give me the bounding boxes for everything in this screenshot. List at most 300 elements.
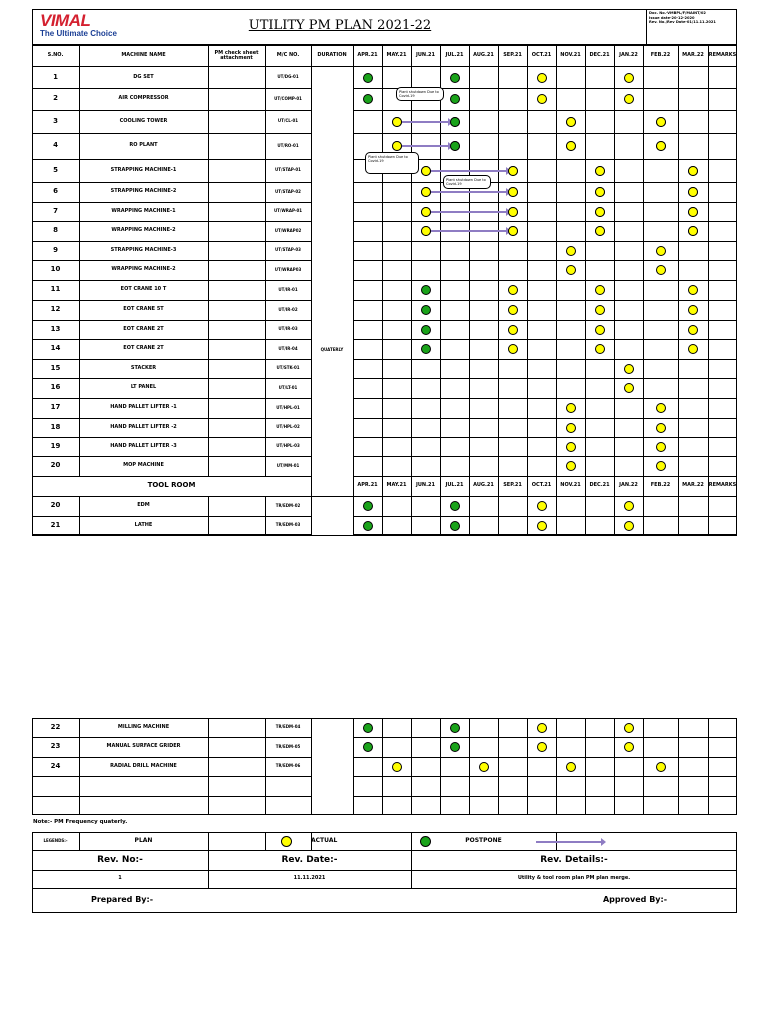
column-month: NOV.21 xyxy=(560,482,581,489)
grid-line xyxy=(498,45,499,67)
issue-date: Issue date-20-12-2020 xyxy=(649,15,695,20)
tool-room-heading: TOOL ROOM xyxy=(147,481,196,490)
actual-marker xyxy=(450,742,460,752)
grid-line xyxy=(556,45,557,67)
plan-marker xyxy=(688,187,698,197)
grid-line xyxy=(527,67,528,476)
row-machine-name: EOT CRANE 10 T xyxy=(120,286,167,293)
row-sno: 20 xyxy=(50,501,61,510)
grid-line xyxy=(585,45,586,67)
grid-line xyxy=(382,718,383,815)
row-sno: 15 xyxy=(50,363,61,372)
grid-line xyxy=(79,67,80,476)
row-mc-no: UT/LT-01 xyxy=(278,384,298,390)
row-mc-no: TR/EDM-02 xyxy=(275,502,301,508)
column-machine: MACHINE NAME xyxy=(121,52,166,59)
grid-line xyxy=(440,67,441,476)
row-sno: 13 xyxy=(50,324,61,333)
plan-marker xyxy=(656,141,666,151)
shutdown-callout: Plant shutdown Due to Covid-19 xyxy=(365,152,419,174)
row-sno: 1 xyxy=(53,72,58,81)
grid-line xyxy=(382,67,383,476)
grid-line xyxy=(498,718,499,815)
grid-line xyxy=(614,45,615,67)
plan-marker xyxy=(624,501,634,511)
plan-marker xyxy=(595,344,605,354)
column-month: MAY.21 xyxy=(386,482,407,489)
plan-marker xyxy=(624,383,634,393)
column-month: FEB.22 xyxy=(650,52,671,59)
grid-line xyxy=(708,67,709,476)
doc-number: Doc. No.-VMBPL/F/MAINT/02 xyxy=(649,11,706,15)
row-machine-name: HAND PALLET LIFTER -3 xyxy=(110,442,177,449)
grid-line xyxy=(208,67,209,476)
grid-line xyxy=(469,45,470,67)
plan-marker xyxy=(656,461,666,471)
row-mc-no: TR/EDM-03 xyxy=(275,522,301,528)
pm-check-sheet-attachment[interactable] xyxy=(209,497,264,515)
plan-marker xyxy=(421,166,431,176)
column-month: APR.21 xyxy=(357,52,378,59)
plan-marker xyxy=(508,285,518,295)
row-divider xyxy=(32,796,737,797)
grid-line xyxy=(382,476,383,535)
grid-line xyxy=(678,67,679,476)
frequency-note: Note:- PM Frequency quaterly. xyxy=(33,819,128,825)
row-mc-no: UT/MM-01 xyxy=(276,462,300,468)
column-month: AUG.21 xyxy=(473,52,494,59)
grid-line xyxy=(411,67,412,476)
row-machine-name: WRAPPING MACHINE-2 xyxy=(111,227,176,234)
row-sno: 17 xyxy=(50,403,61,412)
rev-details-label: Rev. Details:- xyxy=(540,854,608,865)
pm-check-sheet-attachment[interactable] xyxy=(209,419,264,436)
actual-marker xyxy=(450,521,460,531)
plan-marker xyxy=(595,305,605,315)
row-sno: 19 xyxy=(50,441,61,450)
rev-details-value: Utility & tool room plan PM plan merge. xyxy=(517,875,631,882)
pm-check-sheet-attachment[interactable] xyxy=(209,738,264,756)
row-divider xyxy=(32,535,737,536)
plan-marker xyxy=(595,207,605,217)
pm-check-sheet-attachment[interactable] xyxy=(209,222,264,240)
grid-line xyxy=(527,718,528,815)
row-sno: 21 xyxy=(50,520,61,529)
plan-marker xyxy=(508,226,518,236)
pm-check-sheet-attachment[interactable] xyxy=(209,111,264,132)
rev-date-label: Rev. Date:- xyxy=(281,854,338,865)
pm-check-sheet-attachment[interactable] xyxy=(209,203,264,220)
pm-check-sheet-attachment[interactable] xyxy=(209,281,264,299)
legend-plan-label: PLAN xyxy=(134,837,153,845)
plan-marker xyxy=(656,762,666,772)
row-sno: 4 xyxy=(53,141,58,150)
row-sno: 5 xyxy=(53,165,58,174)
duration-empty xyxy=(312,497,353,535)
column-sno: S.NO. xyxy=(47,52,64,59)
column-month: SEP.21 xyxy=(503,482,522,489)
grid-line xyxy=(440,476,441,535)
grid-line xyxy=(678,45,679,67)
column-month: NOV.21 xyxy=(560,52,581,59)
pm-check-sheet-attachment[interactable] xyxy=(209,89,264,109)
grid-line xyxy=(614,476,615,535)
actual-marker xyxy=(450,141,460,151)
plan-marker xyxy=(566,423,576,433)
plan-marker xyxy=(595,226,605,236)
logo-brand: VIMAL xyxy=(40,11,91,30)
row-machine-name: STACKER xyxy=(130,364,157,371)
grid-line xyxy=(556,718,557,815)
actual-marker xyxy=(363,501,373,511)
pm-check-sheet-attachment[interactable] xyxy=(209,340,264,358)
row-mc-no: UT/HPL-01 xyxy=(276,404,300,410)
grid-line xyxy=(527,45,528,67)
pm-check-sheet-attachment[interactable] xyxy=(209,242,264,259)
plan-marker xyxy=(508,207,518,217)
plan-marker xyxy=(508,187,518,197)
column-remarks: REMARKS xyxy=(708,52,737,59)
column-month: MAR.22 xyxy=(682,482,704,489)
plan-marker xyxy=(688,166,698,176)
row-machine-name: MANUAL SURFACE GRIDER xyxy=(106,743,181,750)
grid-line xyxy=(469,67,470,476)
actual-marker xyxy=(450,723,460,733)
plan-marker xyxy=(537,94,547,104)
plan-marker xyxy=(595,285,605,295)
plan-marker xyxy=(566,265,576,275)
row-sno: 6 xyxy=(53,187,58,196)
row-machine-name: LATHE xyxy=(134,521,153,528)
revision-date: Rev. No./Rev Date-01/11.11.2021 xyxy=(649,20,716,25)
postpone-arrow xyxy=(431,191,507,193)
row-sno: 7 xyxy=(53,206,58,215)
legend-postpone-label: POSTPONE xyxy=(465,837,502,845)
legend-label: LEGENDS:- xyxy=(43,838,68,844)
grid-line xyxy=(585,476,586,535)
legend-actual-marker xyxy=(420,836,431,847)
pm-check-sheet-attachment[interactable] xyxy=(209,183,264,201)
grid-line xyxy=(265,496,266,535)
duration-empty xyxy=(312,719,353,814)
grid-line xyxy=(411,718,412,815)
column-month: DEC.21 xyxy=(589,52,610,59)
plan-marker xyxy=(595,187,605,197)
grid-line xyxy=(614,718,615,815)
grid-line xyxy=(585,67,586,476)
actual-marker xyxy=(421,285,431,295)
row-mc-no: TR/EDM-05 xyxy=(275,743,301,749)
postpone-arrow xyxy=(431,170,507,172)
grid-line xyxy=(643,67,644,476)
grid-line xyxy=(79,496,80,535)
row-mc-no: UT/IR-03 xyxy=(278,326,298,332)
actual-marker xyxy=(450,94,460,104)
grid-line xyxy=(411,832,412,851)
column-attach: PM check sheet attachment xyxy=(214,49,259,61)
plan-marker xyxy=(508,305,518,315)
row-machine-name: STRAPPING MACHINE-2 xyxy=(110,188,177,195)
pm-check-sheet-attachment[interactable] xyxy=(209,261,264,279)
grid-line xyxy=(556,476,557,535)
grid-line xyxy=(614,67,615,476)
actual-marker xyxy=(363,94,373,104)
column-month: DEC.21 xyxy=(589,482,610,489)
row-mc-no: UT/RO-01 xyxy=(277,142,299,148)
company-logo xyxy=(40,12,117,38)
grid-line xyxy=(556,67,557,476)
grid-line xyxy=(353,476,354,535)
row-sno: 8 xyxy=(53,226,58,235)
plan-marker xyxy=(508,166,518,176)
plan-marker xyxy=(392,141,402,151)
row-divider xyxy=(32,496,737,497)
row-machine-name: EOT CRANE 2T xyxy=(123,345,164,352)
grid-line xyxy=(643,476,644,535)
row-machine-name: COOLING TOWER xyxy=(119,117,168,124)
plan-marker xyxy=(656,265,666,275)
column-month: APR.21 xyxy=(357,482,378,489)
row-machine-name: LT PANEL xyxy=(130,384,157,391)
column-mc-no: M/C NO. xyxy=(276,52,300,59)
actual-marker xyxy=(450,117,460,127)
prepared-by: Prepared By:- xyxy=(90,894,154,904)
grid-line xyxy=(708,476,709,535)
row-machine-name: HAND PALLET LIFTER -1 xyxy=(110,404,177,411)
grid-line xyxy=(585,718,586,815)
pm-check-sheet-attachment[interactable] xyxy=(209,457,264,475)
plan-marker xyxy=(479,762,489,772)
grid-line xyxy=(353,67,354,476)
actual-marker xyxy=(450,73,460,83)
grid-line xyxy=(678,476,679,535)
plan-marker xyxy=(421,226,431,236)
row-mc-no: UT/CL-01 xyxy=(277,118,299,124)
grid-line xyxy=(643,45,644,67)
actual-marker xyxy=(363,742,373,752)
row-sno: 3 xyxy=(53,116,58,125)
row-sno: 24 xyxy=(50,761,61,770)
pm-check-sheet-attachment[interactable] xyxy=(209,517,264,534)
pm-check-sheet-attachment[interactable] xyxy=(209,719,264,736)
plan-marker xyxy=(566,442,576,452)
row-mc-no: UT/HPL-02 xyxy=(276,424,300,430)
row-mc-no: UT/STAP-01 xyxy=(275,167,301,173)
plan-marker xyxy=(624,364,634,374)
row-mc-no: UT/HPL-03 xyxy=(276,443,300,449)
plan-marker xyxy=(595,166,605,176)
column-month: JUL.21 xyxy=(445,482,464,489)
plan-marker xyxy=(688,226,698,236)
legend-postpone-arrow xyxy=(536,841,602,843)
row-machine-name: WRAPPING MACHINE-2 xyxy=(111,266,176,273)
grid-line xyxy=(527,476,528,535)
pm-check-sheet-attachment[interactable] xyxy=(209,399,264,417)
grid-line xyxy=(440,718,441,815)
column-month: JAN.22 xyxy=(619,482,638,489)
plan-marker xyxy=(656,423,666,433)
row-sno: 18 xyxy=(50,422,61,431)
page-title: UTILITY PM PLAN 2021-22 xyxy=(248,18,432,33)
plan-marker xyxy=(688,305,698,315)
grid-line xyxy=(79,45,80,67)
row-machine-name: DG SET xyxy=(133,73,154,80)
row-machine-name: MOP MACHINE xyxy=(123,462,164,469)
pm-check-sheet-attachment[interactable] xyxy=(209,321,264,338)
row-mc-no: UT/WRAP-01 xyxy=(273,208,303,214)
pm-check-sheet-attachment[interactable] xyxy=(209,68,264,87)
plan-marker xyxy=(508,344,518,354)
plan-marker xyxy=(595,325,605,335)
row-mc-no: UT/STK-01 xyxy=(276,365,300,371)
row-mc-no: UT/WRAP03 xyxy=(274,266,302,272)
plan-marker xyxy=(688,344,698,354)
row-sno: 20 xyxy=(50,461,61,470)
plan-marker xyxy=(624,742,634,752)
plan-marker xyxy=(624,94,634,104)
plan-marker xyxy=(656,117,666,127)
plan-marker xyxy=(508,325,518,335)
row-machine-name: EOT CRANE 5T xyxy=(123,306,164,313)
row-machine-name: EOT CRANE 2T xyxy=(123,325,164,332)
row-divider xyxy=(32,776,737,777)
pm-check-sheet-attachment[interactable] xyxy=(209,379,264,397)
duration-value: QUATERLY xyxy=(320,346,344,352)
row-mc-no: UT/STAP-03 xyxy=(275,247,301,253)
row-sno: 10 xyxy=(50,265,61,274)
grid-line xyxy=(311,45,312,67)
grid-line xyxy=(498,476,499,535)
grid-line xyxy=(643,718,644,815)
row-sno: 23 xyxy=(50,742,61,751)
plan-marker xyxy=(656,442,666,452)
row-mc-no: TR/EDM-06 xyxy=(275,763,301,769)
grid-line xyxy=(208,496,209,535)
grid-line xyxy=(265,832,266,851)
plan-marker xyxy=(537,723,547,733)
row-mc-no: UT/STAP-02 xyxy=(275,188,301,194)
column-month: JAN.22 xyxy=(619,52,638,59)
pm-check-sheet-attachment[interactable] xyxy=(209,160,264,181)
row-machine-name: STRAPPING MACHINE-1 xyxy=(110,166,177,173)
column-month: JUN.21 xyxy=(416,482,435,489)
plan-marker xyxy=(566,762,576,772)
plan-marker xyxy=(537,501,547,511)
column-month: MAY.21 xyxy=(386,52,407,59)
logo-tagline: The Ultimate Choice xyxy=(40,29,117,38)
actual-marker xyxy=(363,521,373,531)
row-mc-no: UT/DG-01 xyxy=(277,74,299,80)
plan-marker xyxy=(537,73,547,83)
row-mc-no: UT/IR-01 xyxy=(278,286,298,292)
plan-marker xyxy=(421,207,431,217)
grid-line xyxy=(265,45,266,67)
plan-marker xyxy=(421,187,431,197)
plan-marker xyxy=(656,403,666,413)
rev-no-value: 1 xyxy=(118,875,122,882)
column-month: MAR.22 xyxy=(682,52,704,59)
actual-marker xyxy=(421,344,431,354)
row-mc-no: UT/WRAP02 xyxy=(274,227,302,233)
row-sno: 9 xyxy=(53,245,58,254)
column-duration: DURATION xyxy=(317,52,347,59)
pm-check-sheet-attachment[interactable] xyxy=(209,438,264,455)
row-mc-no: TR/EDM-04 xyxy=(275,724,301,730)
plan-marker xyxy=(688,285,698,295)
plan-marker xyxy=(566,117,576,127)
plan-marker xyxy=(566,141,576,151)
grid-line xyxy=(708,718,709,815)
pm-check-sheet-attachment[interactable] xyxy=(209,134,264,158)
actual-marker xyxy=(421,305,431,315)
plan-marker xyxy=(537,742,547,752)
row-sno: 12 xyxy=(50,305,61,314)
legend-plan-marker xyxy=(281,836,292,847)
approved-by: Approved By:- xyxy=(602,894,668,904)
grid-line xyxy=(208,832,209,851)
row-sno: 14 xyxy=(50,344,61,353)
rev-date-value: 11.11.2021 xyxy=(293,875,326,882)
plan-marker xyxy=(566,461,576,471)
row-sno: 2 xyxy=(53,94,58,103)
plan-marker xyxy=(566,403,576,413)
row-mc-no: UT/COMP-01 xyxy=(274,95,302,101)
column-month: JUL.21 xyxy=(445,52,464,59)
actual-marker xyxy=(363,723,373,733)
column-remarks: REMARKS xyxy=(708,482,737,489)
grid-line xyxy=(498,67,499,476)
pm-check-sheet-attachment[interactable] xyxy=(209,758,264,775)
row-mc-no: UT/IR-04 xyxy=(278,345,298,351)
column-month: OCT.21 xyxy=(531,482,552,489)
actual-marker xyxy=(421,325,431,335)
grid-line xyxy=(440,45,441,67)
plan-marker xyxy=(656,246,666,256)
row-machine-name: WRAPPING MACHINE-1 xyxy=(111,207,176,214)
postpone-arrow xyxy=(402,145,449,147)
pm-check-sheet-attachment[interactable] xyxy=(209,301,264,319)
row-sno: 22 xyxy=(50,722,61,731)
legend-actual-label: ACTUAL xyxy=(311,837,338,845)
plan-marker xyxy=(688,325,698,335)
doc-info xyxy=(649,11,716,25)
grid-line xyxy=(353,718,354,815)
postpone-arrow xyxy=(431,211,507,213)
postpone-arrow xyxy=(402,121,449,123)
plan-marker xyxy=(392,762,402,772)
column-month: OCT.21 xyxy=(531,52,552,59)
shutdown-callout: Plant shutdown Due to Covid-19 xyxy=(396,87,444,101)
grid-line xyxy=(411,476,412,535)
plan-marker xyxy=(688,207,698,217)
plan-marker xyxy=(624,73,634,83)
grid-line xyxy=(353,45,354,67)
grid-line xyxy=(708,45,709,67)
plan-marker xyxy=(624,723,634,733)
row-machine-name: EDM xyxy=(137,502,150,509)
row-machine-name: AIR COMPRESSOR xyxy=(118,95,169,102)
actual-marker xyxy=(450,501,460,511)
column-month: SEP.21 xyxy=(503,52,522,59)
column-month: JUN.21 xyxy=(416,52,435,59)
grid-line xyxy=(469,476,470,535)
column-month: FEB.22 xyxy=(650,482,671,489)
row-machine-name: HAND PALLET LIFTER -2 xyxy=(110,423,177,430)
pm-check-sheet-attachment[interactable] xyxy=(209,360,264,377)
row-mc-no: UT/IR-02 xyxy=(278,306,298,312)
grid-line xyxy=(382,45,383,67)
plan-marker xyxy=(392,117,402,127)
